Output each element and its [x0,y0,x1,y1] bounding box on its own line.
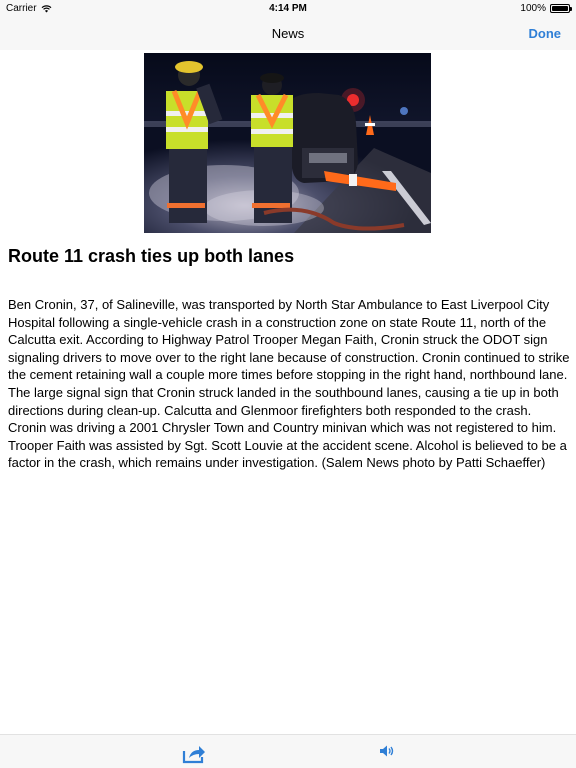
status-bar [0,0,576,18]
bottom-toolbar [0,734,576,768]
share-icon[interactable] [182,744,207,764]
status-battery-group [520,3,570,14]
done-button[interactable]: Done [528,26,561,41]
speaker-icon[interactable] [379,744,395,758]
status-time: 4:14 PM [269,3,307,14]
article-body: Ben Cronin, 37, of Salineville, was transported by North Star Ambulance to East Liverpool City Hospital following a single-vehicle crash in a construction zone on state Route 11, north of the Calcutta exit. According to Highway Patrol Trooper Megan Faith, Cronin struck the ODOT sign signaling drivers to move over to the right lane because of construction. Cronin continued to strike the cement retaining wall a couple more times before stopping in the right hand, northbound lane. The large signal sign that Cronin struck landed in the southbound lanes, causing a tie up in both directions during clean-up. Calcutta and Glenmoor firefighters both responded to the crash. Cronin was driving a 2001 Chrysler Town and Country minivan which was not registered to him. Trooper Faith was assisted by Sgt. Scott Louvie at the accident scene. Alcohol is believed to be a factor in the crash, which remains under investigation. (Salem News photo by Patti Schaeffer) [8,297,570,471]
article-photo [144,53,431,233]
battery-icon [550,4,570,13]
navigation-bar [0,18,576,50]
nav-title: News [271,26,305,41]
carrier-label: Carrier [6,3,37,14]
article-headline: Route 11 crash ties up both lanes [8,246,295,266]
battery-percent: 100% [520,3,546,14]
